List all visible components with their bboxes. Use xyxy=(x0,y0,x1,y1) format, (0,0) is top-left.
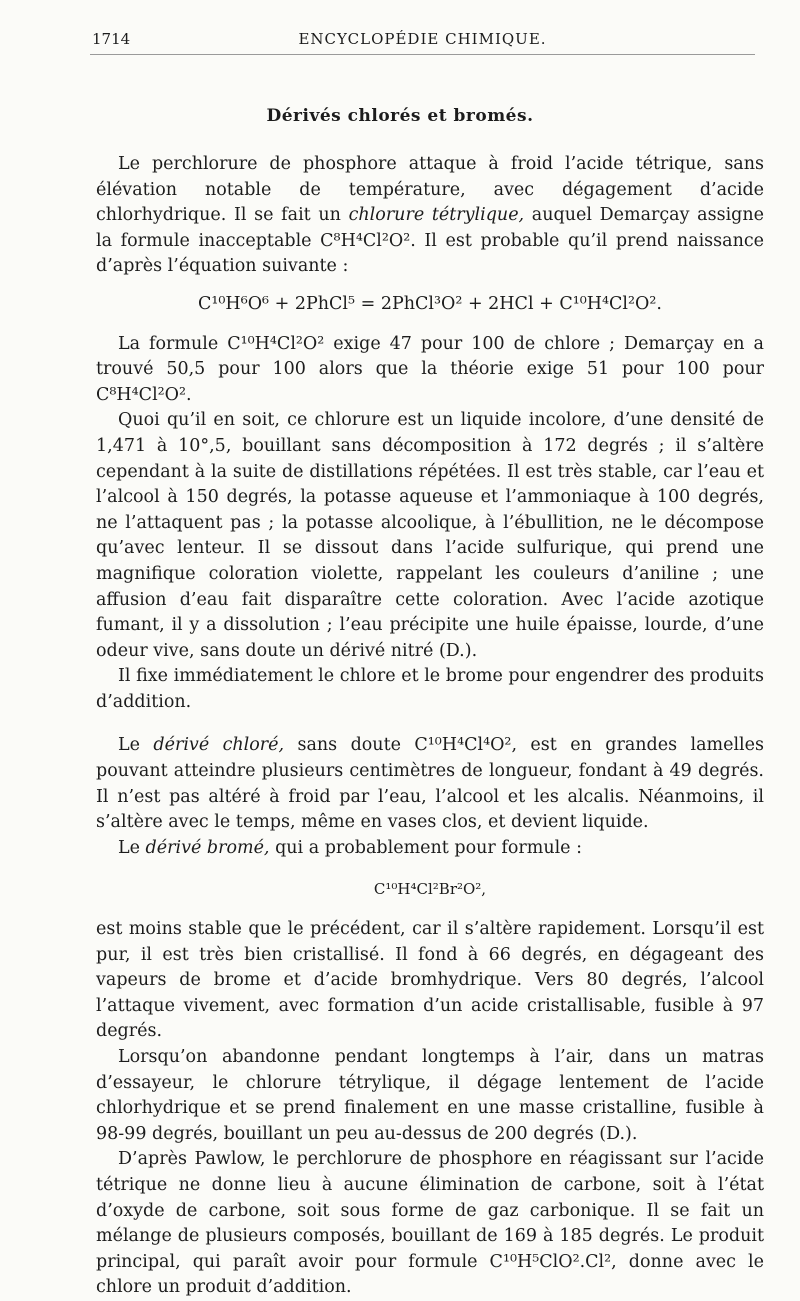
reaction-equation: C¹⁰H⁶O⁶ + 2PhCl⁵ = 2PhCl³O² + 2HCl + C¹⁰H⁴Cl²O². xyxy=(198,293,662,314)
paragraph-6-text-b: qui a probablement pour formule : xyxy=(269,837,582,858)
paragraph-7: est moins stable que le précédent, car il s’altère rapidement. Lorsqu’il est pur, il est très bien cristallisé. Il fond à 66 degrés, en dégageant des vapeurs de brome et d’acide bromhydrique. Vers 80 degrés, l’alcool l’attaque vivement, avec formation d’un acide cristallisable, fusible à 97 degrés. xyxy=(96,919,764,1042)
term-derive-brome: dérivé bromé, xyxy=(145,837,270,858)
paragraph-1-text-b: auquel Demarçay assigne la formule inacceptable C⁸H⁴Cl²O². Il est probable qu’il prend naissance d’après l’équation suivante : xyxy=(96,205,764,277)
page-number: 1714 xyxy=(92,30,131,48)
bromo-formula: C¹⁰H⁴Cl²Br²O², xyxy=(373,880,487,899)
paragraph-4: Il fixe immédiatement le chlore et le brome pour engendrer des produits d’addition. xyxy=(96,666,764,712)
paragraph-5 xyxy=(96,733,764,835)
term-chlorure-tetrylique: chlorure tétrylique, xyxy=(348,205,525,226)
paragraph-6 xyxy=(96,836,764,862)
paragraph-1-text-a: Le perchlorure de phosphore attaque à froid l’acide tétrique, sans élévation notable de température, avec dégagement d’acide chlorhydrique. Il se fait un xyxy=(96,154,764,226)
paragraph-6-text-a: Le xyxy=(118,837,146,858)
paragraph-5-text-b: sans doute C¹⁰H⁴Cl⁴O², est en grandes lamelles pouvant atteindre plusieurs centimètres de longueur, fondant à 49 degrés. Il n’est pas altéré à froid par l’eau, l’alcool et les alcalis. Néanmoins, il s’altère avec le temps, même en vases clos, et devient liquide. xyxy=(96,735,764,833)
paragraph-2: La formule C¹⁰H⁴Cl²O² exige 47 pour 100 de chlore ; Demarçay en a trouvé 50,5 pour 100 alors que la théorie exige 51 pour 100 pour C⁸H⁴Cl²O². xyxy=(96,333,764,405)
paragraph-9: D’après Pawlow, le perchlorure de phosphore en réagissant sur l’acide tétrique ne donne lieu à aucune élimination de carbone, soit à l’état d’oxyde de carbone, soit sous forme de gaz carbonique. Il se fait un mélange de plusieurs composés, bouillant de 169 à 185 degrés. Le produit principal, qui paraît avoir pour formule C¹⁰H⁵ClO².Cl², donne avec le chlore un produit d’addition. xyxy=(96,1149,764,1298)
paragraph-5-text-a: Le xyxy=(118,735,154,756)
running-title: ENCYCLOPÉDIE CHIMIQUE. xyxy=(298,30,547,48)
body-text xyxy=(96,152,764,1301)
running-header xyxy=(90,30,755,55)
paragraph-1 xyxy=(96,152,764,280)
term-derive-chlore: dérivé chloré, xyxy=(153,735,285,756)
paragraph-3: Quoi qu’il en soit, ce chlorure est un liquide incolore, d’une densité de 1,471 à 10°,5, bouillant sans décomposition à 172 degrés ; il s’altère cependant à la suite de distillations répétées. Il est très stable, car l’eau et l’alcool à 150 degrés, la potasse aqueuse et l’ammoniaque à 100 degrés, ne l’attaquent pas ; la potasse alcoolique, à l’ébullition, ne le décompose qu’avec lenteur. Il se dissout dans l’acide sulfurique, qui prend une magnifique coloration violette, rappelant les couleurs d’aniline ; une affusion d’eau fait disparaître cette coloration. Avec l’acide azotique fumant, il y a dissolution ; l’eau précipite une huile épaisse, lourde, d’une odeur vive, sans doute un dérivé nitré (D.). xyxy=(96,410,764,661)
section-title: Dérivés chlorés et bromés. xyxy=(266,106,534,126)
paragraph-8: Lorsqu’on abandonne pendant longtemps à l’air, dans un matras d’essayeur, le chlorure tétrylique, il dégage lentement de l’acide chlorhydrique et se prend finalement en une masse cristalline, fusible à 98-99 degrés, bouillant un peu au-dessus de 200 degrés (D.). xyxy=(96,1047,764,1144)
